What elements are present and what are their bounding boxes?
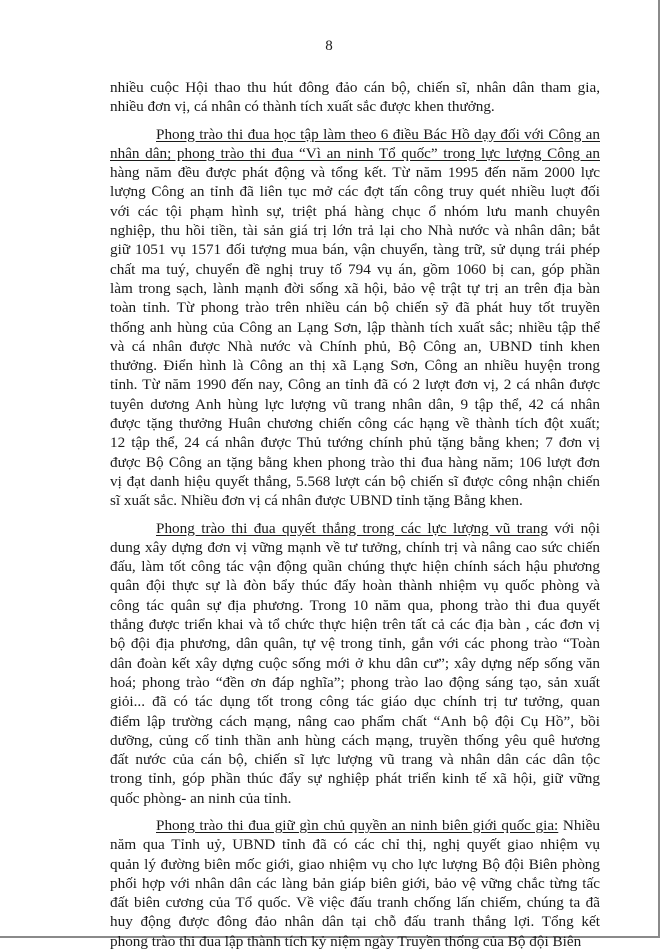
text-line xyxy=(110,337,600,356)
line-text: 12 tập thể, 24 cá nhân được Thủ tướng chính phủ tặng bằng khen; 7 đơn vị xyxy=(110,434,600,452)
line-text: nhiều cuộc Hội thao thu hút đông đảo cán bộ, chiến sĩ, nhân dân tham gia, xyxy=(110,79,600,96)
text-line xyxy=(110,816,600,835)
line-text: với nội xyxy=(547,519,600,537)
line-text: toàn tỉnh. Từ phong trào trên nhiều cán bộ chiến sỹ đã phát huy tốt truyền xyxy=(110,299,600,317)
line-text: nghiệp, thu hồi tiền, tài sản giá trị lớn trả lại cho Nhà nước và nhân dân; bắt xyxy=(110,222,600,240)
text-line xyxy=(110,750,600,769)
line-text: và cá nhân được Nhà nước và Chính phủ, Bộ Công an, UBND tỉnh khen xyxy=(110,337,600,355)
paragraph xyxy=(110,816,600,951)
text-line xyxy=(110,78,600,97)
text-line xyxy=(110,855,600,874)
text-line xyxy=(110,615,600,634)
line-text: Nhiều xyxy=(558,816,600,834)
text-line xyxy=(110,874,600,893)
line-text: nhiều đơn vị, cá nhân có thành tích xuất sắc được khen thưởng. xyxy=(110,98,495,116)
text-line xyxy=(110,125,600,144)
line-text: chất ma tuý, chuyển đề nghị truy tố 794 vụ án, gồm 1060 bị can, góp phần xyxy=(110,260,600,278)
line-text: đất nước của cán bộ, chiến sĩ lực lượng vũ trang và nhân dân các dân tộc xyxy=(110,751,600,769)
line-text: sĩ xuất sắc. Nhiều đơn vị cá nhân được UBND tỉnh tặng Bằng khen. xyxy=(110,492,523,510)
line-text: trong tỉnh, góp phần thúc đẩy sự nghiệp phát triển kinh tế xã hội, giữ vững xyxy=(110,770,600,788)
text-line xyxy=(110,835,600,854)
document-body xyxy=(110,78,600,951)
paragraph xyxy=(110,125,600,511)
line-text: thắng được triển khai và tổ chức thực hiện trên tất cả các địa bàn , các đơn vị xyxy=(110,616,600,634)
line-text: công tác quân sự địa phương. Trong 10 năm qua, phong trào thi đua quyết xyxy=(110,596,600,614)
paragraph xyxy=(110,519,600,808)
line-text: đất biên cương của Tổ quốc. Về việc đấu tranh chống lấn chiếm, chúng ta đã xyxy=(110,894,600,912)
line-text: đấu, làm tốt công tác vận động quần chúng thực hiện chính sách hậu phương xyxy=(110,558,600,576)
line-text: giỏi... đã có tác dụng tốt trong công tác giáo dục chính trị tư tưởng, quan xyxy=(110,693,600,711)
line-text: lượng Công an tỉnh đã liên tục mở các đợt tấn công truy quét nhiều luợt đối xyxy=(110,183,600,201)
line-text: thưởng. Điển hình là Công an thị xã Lạng Sơn, Công an nhiều huyện trong xyxy=(110,357,600,375)
line-text: tỉnh. Từ năm 1990 đến nay, Công an tỉnh đã có 2 lượt đơn vị, 2 cá nhân được xyxy=(110,376,600,394)
text-line xyxy=(110,453,600,472)
text-line xyxy=(110,576,600,595)
line-text: dân đoàn kết xây dựng cuộc sống mới ở khu dân cư”; xây dựng nếp sống văn xyxy=(110,654,600,672)
line-text: phong trào thi đua lập thành tích kỷ niệm ngày Truyền thống của Bộ đội Biên xyxy=(110,932,582,950)
text-line xyxy=(110,260,600,279)
text-line xyxy=(110,182,600,201)
text-line xyxy=(110,163,600,182)
text-line xyxy=(110,491,600,510)
text-line xyxy=(110,731,600,750)
underlined-heading: Phong trào thi đua học tập làm theo 6 điều Bác Hồ dạy đối với Công an xyxy=(156,125,600,143)
line-text: vị đạt danh hiệu quyết thắng, 5.568 lượt cán bộ chiến sĩ được công nhận chiến xyxy=(110,472,600,490)
underlined-heading: Phong trào thi đua giữ gìn chủ quyền an ninh biên giới quốc gia: xyxy=(156,816,559,834)
text-line xyxy=(110,519,600,538)
text-line xyxy=(110,789,600,808)
line-text: với các tội phạm hình sự, triệt phá hàng chục ổ nhóm lưu manh chuyên xyxy=(110,202,600,220)
text-line xyxy=(110,375,600,394)
page-number: 8 xyxy=(325,38,333,54)
text-line xyxy=(110,634,600,653)
text-line xyxy=(110,932,600,951)
line-text: quân đội thực sự là đòn bẩy thúc đẩy hoàn thành nhiệm vụ quốc phòng và xyxy=(110,577,600,595)
text-line xyxy=(110,395,600,414)
line-text: điểm lập trường cách mạng, nâng cao phẩm chất “Anh bộ đội Cụ Hồ”, bồi xyxy=(110,712,600,730)
text-line xyxy=(110,240,600,259)
line-text: làm trong sạch, lành mạnh đời sống xã hội, bảo vệ trật tự trị an trên địa bàn xyxy=(110,279,600,297)
text-line xyxy=(110,298,600,317)
line-text: quản lý đường biên mốc giới, giao nhiệm vụ cho lực lượng Bộ đội Biên phòng xyxy=(110,855,600,873)
text-line xyxy=(110,144,600,163)
line-text: giữ 1051 vụ 1571 đối tượng mua bán, vận chuyển, tàng trữ, sử dụng trái phép xyxy=(110,241,600,259)
line-text: huy động được đông đảo nhân dân tại chỗ đấu tranh thắng lợi. Tổng kết xyxy=(110,913,600,931)
text-line xyxy=(110,673,600,692)
paragraph-gap xyxy=(110,117,600,125)
text-line xyxy=(110,654,600,673)
text-line xyxy=(110,279,600,298)
underlined-heading: Phong trào thi đua quyết thắng trong các lực lượng vũ trang xyxy=(156,519,548,537)
text-line xyxy=(110,318,600,337)
text-line xyxy=(110,557,600,576)
underlined-heading: nhân dân; phong trào thi đua “Vì an ninh Tổ quốc” trong lực lượng Công an xyxy=(110,144,600,162)
text-line xyxy=(110,356,600,375)
line-text: hàng năm đều được phát động và tổng kết. Từ năm 1995 đến năm 2000 lực xyxy=(110,164,600,182)
line-text: hoá; phong trào “đền ơn đáp nghĩa”; phong trào lao động sáng tạo, sản xuất xyxy=(110,673,600,691)
text-line xyxy=(110,433,600,452)
text-line xyxy=(110,538,600,557)
text-line xyxy=(110,596,600,615)
text-line xyxy=(110,97,600,116)
text-line xyxy=(110,472,600,491)
text-line xyxy=(110,912,600,931)
paragraph-gap xyxy=(110,808,600,816)
line-text: quốc phòng- an ninh của tỉnh. xyxy=(110,789,292,807)
line-text: tuyên dương Anh hùng lực lượng vũ trang nhân dân, 9 tập thể, 42 cá nhân xyxy=(110,395,600,413)
text-line xyxy=(110,712,600,731)
paragraph xyxy=(110,78,600,117)
text-line xyxy=(110,893,600,912)
line-text: được tặng thưởng Huân chương chiến công các hạng về thành tích đột xuất; xyxy=(110,415,600,433)
line-text: năm qua Tỉnh uỷ, UBND tỉnh đã có các chỉ thị, nghị quyết giao nhiệm vụ xyxy=(110,836,600,854)
line-text: dung xây dựng đơn vị vững mạnh về tư tưởng, chính trị và nâng cao sức chiến xyxy=(110,538,600,556)
line-text: dưỡng, củng cố tinh thần anh hùng cách mạng, truyền thống yêu quê hương xyxy=(110,731,600,749)
text-line xyxy=(110,769,600,788)
text-line xyxy=(110,692,600,711)
text-line xyxy=(110,221,600,240)
text-line xyxy=(110,202,600,221)
line-text: thống anh hùng của Công an Lạng Sơn, lập thành tích xuất sắc; nhiều tập thể xyxy=(110,318,600,336)
line-text: phối hợp với nhân dân các làng bản giáp biên giới, bảo vệ vững chắc từng tấc xyxy=(110,874,600,892)
paragraph-gap xyxy=(110,511,600,519)
text-line xyxy=(110,414,600,433)
line-text: được Bộ Công an tặng bằng khen phong trào thi đua hàng năm; 106 lượt đơn xyxy=(110,453,600,471)
line-text: bộ đội địa phương, dân quân, tự vệ trong tỉnh, gắn với các phong trào “Toàn xyxy=(110,635,600,653)
